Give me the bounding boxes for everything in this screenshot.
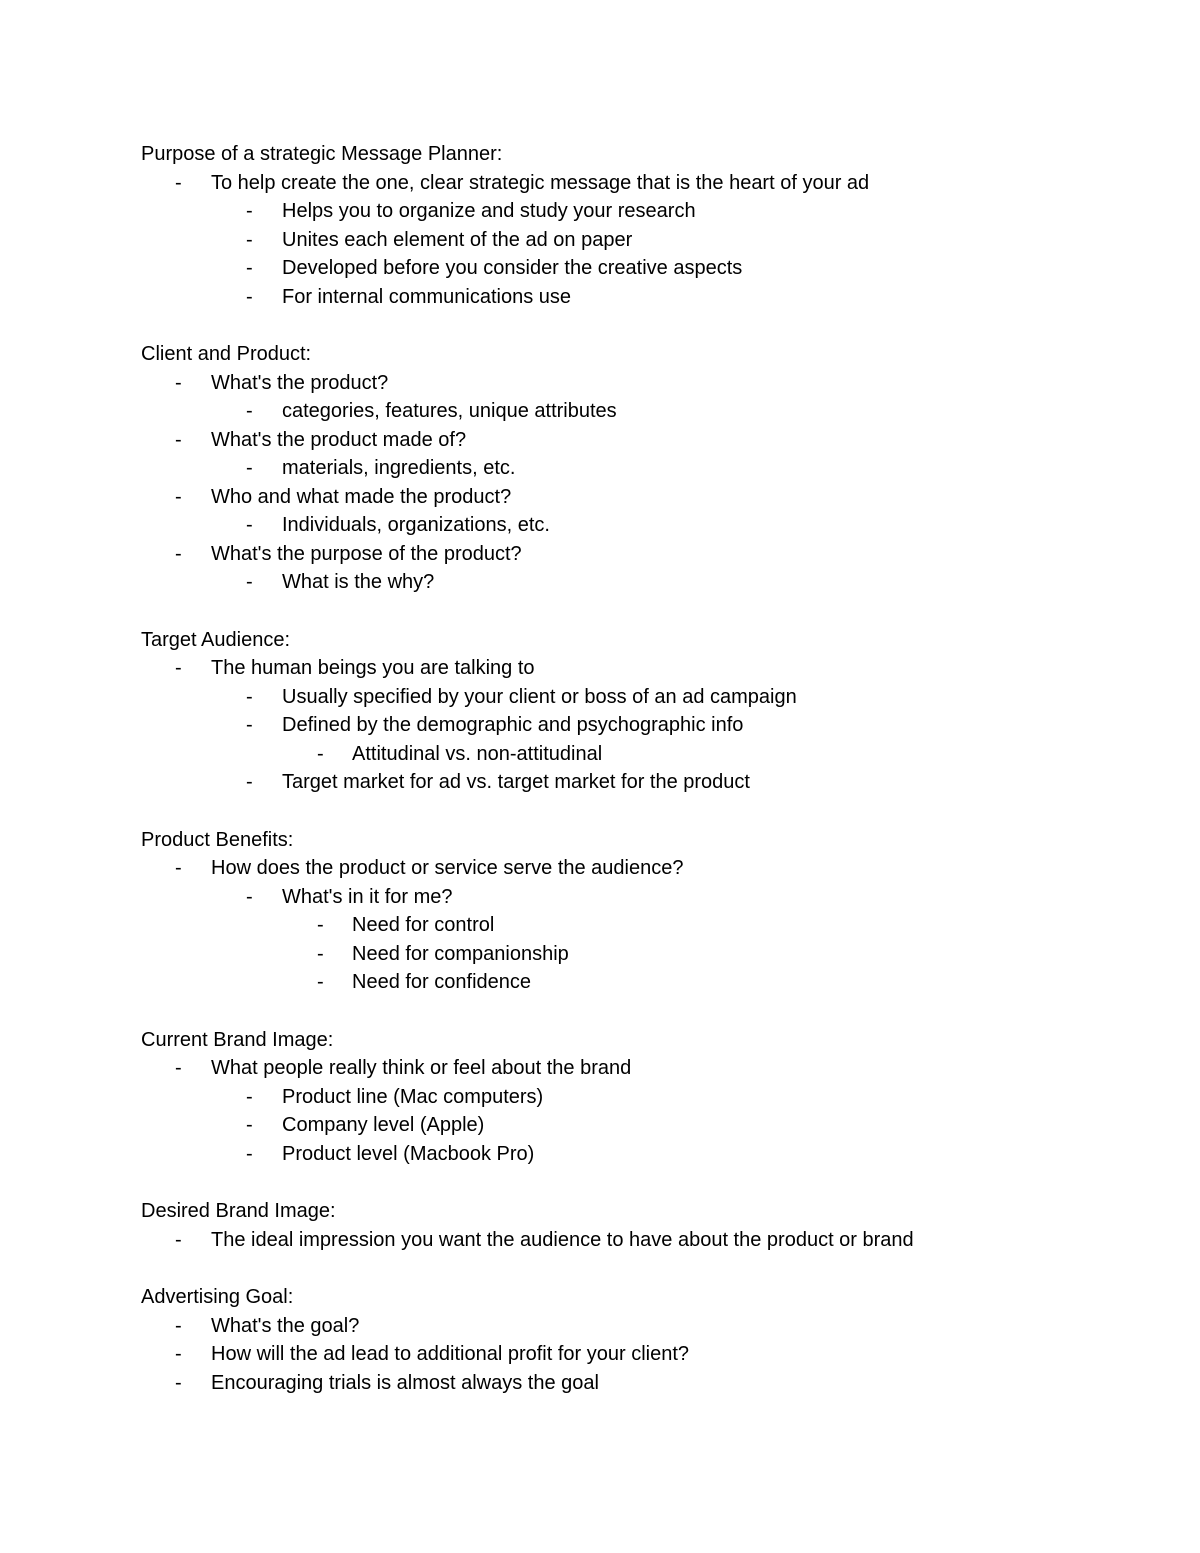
list-item-text: What's the product? [211, 371, 389, 394]
list-item [141, 711, 1101, 740]
list-item [141, 540, 1101, 569]
list-item [141, 1140, 1101, 1169]
bullet-dash: - [175, 1057, 182, 1079]
bullet-dash: - [246, 1085, 253, 1108]
bullet-dash: - [175, 428, 182, 451]
bullet-dash: - [246, 885, 253, 908]
bullet-dash: - [317, 914, 324, 936]
list-item-text: Individuals, organizations, etc. [282, 514, 550, 536]
list-item [141, 1083, 1101, 1112]
list-item [141, 169, 1101, 198]
list-item [141, 1111, 1101, 1140]
list-item [141, 1369, 1101, 1398]
list-item [141, 426, 1101, 455]
bullet-dash: - [246, 1114, 253, 1136]
bullet-dash: - [175, 1314, 182, 1337]
list-item-text: Helps you to organize and study your research [282, 200, 696, 222]
list-item [141, 226, 1101, 255]
list-item [141, 883, 1101, 912]
list-item [141, 911, 1101, 940]
bullet-dash: - [175, 1343, 182, 1365]
list-item-text: The human beings you are talking to [211, 657, 535, 679]
bullet-dash: - [317, 742, 324, 765]
bullet-dash: - [175, 485, 182, 508]
section-heading: Target Audience: [141, 628, 290, 651]
bullet-dash: - [175, 657, 182, 679]
list-item-text: What people really think or feel about the brand [211, 1057, 632, 1079]
bullet-dash: - [175, 857, 182, 879]
list-item-text: Unites each element of the ad on paper [282, 228, 633, 251]
list-item [141, 940, 1101, 969]
list-item [141, 511, 1101, 540]
bullet-dash: - [246, 571, 253, 593]
list-item [141, 654, 1101, 683]
list-item-text: What's in it for me? [282, 885, 453, 908]
list-item-text: Need for confidence [352, 971, 532, 993]
bullet-dash: - [246, 200, 253, 222]
bullet-dash: - [246, 1142, 253, 1165]
outline-section [141, 1197, 1101, 1254]
outline-section [141, 826, 1101, 997]
bullet-dash: - [246, 685, 253, 708]
list-item [141, 254, 1101, 283]
list-item [141, 397, 1101, 426]
list-item-text: Defined by the demographic and psychographic info [282, 714, 744, 736]
list-item [141, 369, 1101, 398]
list-item-text: Need for companionship [352, 942, 569, 965]
list-item-text: Target market for ad vs. target market for the product [282, 771, 750, 793]
list-item-text: Developed before you consider the creative aspects [282, 257, 743, 279]
list-item-text: What is the why? [282, 571, 435, 593]
list-item [141, 483, 1101, 512]
outline-section [141, 1026, 1101, 1169]
list-item [141, 1340, 1101, 1369]
bullet-dash: - [175, 371, 182, 394]
outline-section [141, 340, 1101, 597]
list-item [141, 283, 1101, 312]
list-item-text: Usually specified by your client or boss of an ad campaign [282, 685, 797, 708]
list-item-text: How will the ad lead to additional profit for your client? [211, 1343, 690, 1365]
list-item-text: materials, ingredients, etc. [282, 457, 516, 479]
section-heading: Desired Brand Image: [141, 1200, 336, 1222]
bullet-dash: - [175, 1228, 182, 1251]
bullet-dash: - [317, 971, 324, 993]
list-item-text: To help create the one, clear strategic message that is the heart of your ad [211, 171, 870, 194]
list-item-text: Need for control [352, 914, 495, 936]
bullet-dash: - [246, 228, 253, 251]
list-item [141, 568, 1101, 597]
document-body [141, 140, 1101, 1426]
outline-section [141, 626, 1101, 797]
list-item-text: categories, features, unique attributes [282, 400, 617, 422]
list-item-text: Encouraging trials is almost always the goal [211, 1371, 599, 1394]
list-item-text: The ideal impression you want the audience to have about the product or brand [211, 1228, 914, 1251]
list-item-text: Company level (Apple) [282, 1114, 485, 1136]
outline-section [141, 1283, 1101, 1397]
list-item [141, 1054, 1101, 1083]
section-heading: Advertising Goal: [141, 1286, 294, 1308]
bullet-dash: - [175, 1371, 182, 1394]
list-item-text: How does the product or service serve the audience? [211, 857, 684, 879]
list-item [141, 854, 1101, 883]
list-item-text: What's the goal? [211, 1314, 360, 1337]
section-heading: Current Brand Image: [141, 1028, 334, 1051]
section-heading: Product Benefits: [141, 828, 294, 851]
list-item [141, 1312, 1101, 1341]
list-item [141, 197, 1101, 226]
list-item [141, 454, 1101, 483]
list-item [141, 683, 1101, 712]
section-heading: Purpose of a strategic Message Planner: [141, 143, 503, 165]
bullet-dash: - [246, 714, 253, 736]
list-item-text: Attitudinal vs. non-attitudinal [352, 742, 603, 765]
bullet-dash: - [175, 171, 182, 194]
bullet-dash: - [246, 457, 253, 479]
bullet-dash: - [246, 257, 253, 279]
bullet-dash: - [246, 771, 253, 793]
list-item [141, 740, 1101, 769]
list-item [141, 968, 1101, 997]
list-item-text: Who and what made the product? [211, 485, 512, 508]
bullet-dash: - [246, 400, 253, 422]
list-item-text: Product level (Macbook Pro) [282, 1142, 535, 1165]
bullet-dash: - [246, 514, 253, 536]
bullet-dash: - [175, 542, 182, 565]
bullet-dash: - [246, 285, 253, 308]
list-item-text: What's the purpose of the product? [211, 542, 522, 565]
list-item [141, 768, 1101, 797]
list-item-text: What's the product made of? [211, 428, 467, 451]
list-item-text: Product line (Mac computers) [282, 1085, 544, 1108]
list-item-text: For internal communications use [282, 285, 572, 308]
bullet-dash: - [317, 942, 324, 965]
list-item [141, 1226, 1101, 1255]
section-heading: Client and Product: [141, 343, 312, 365]
outline-section [141, 140, 1101, 311]
